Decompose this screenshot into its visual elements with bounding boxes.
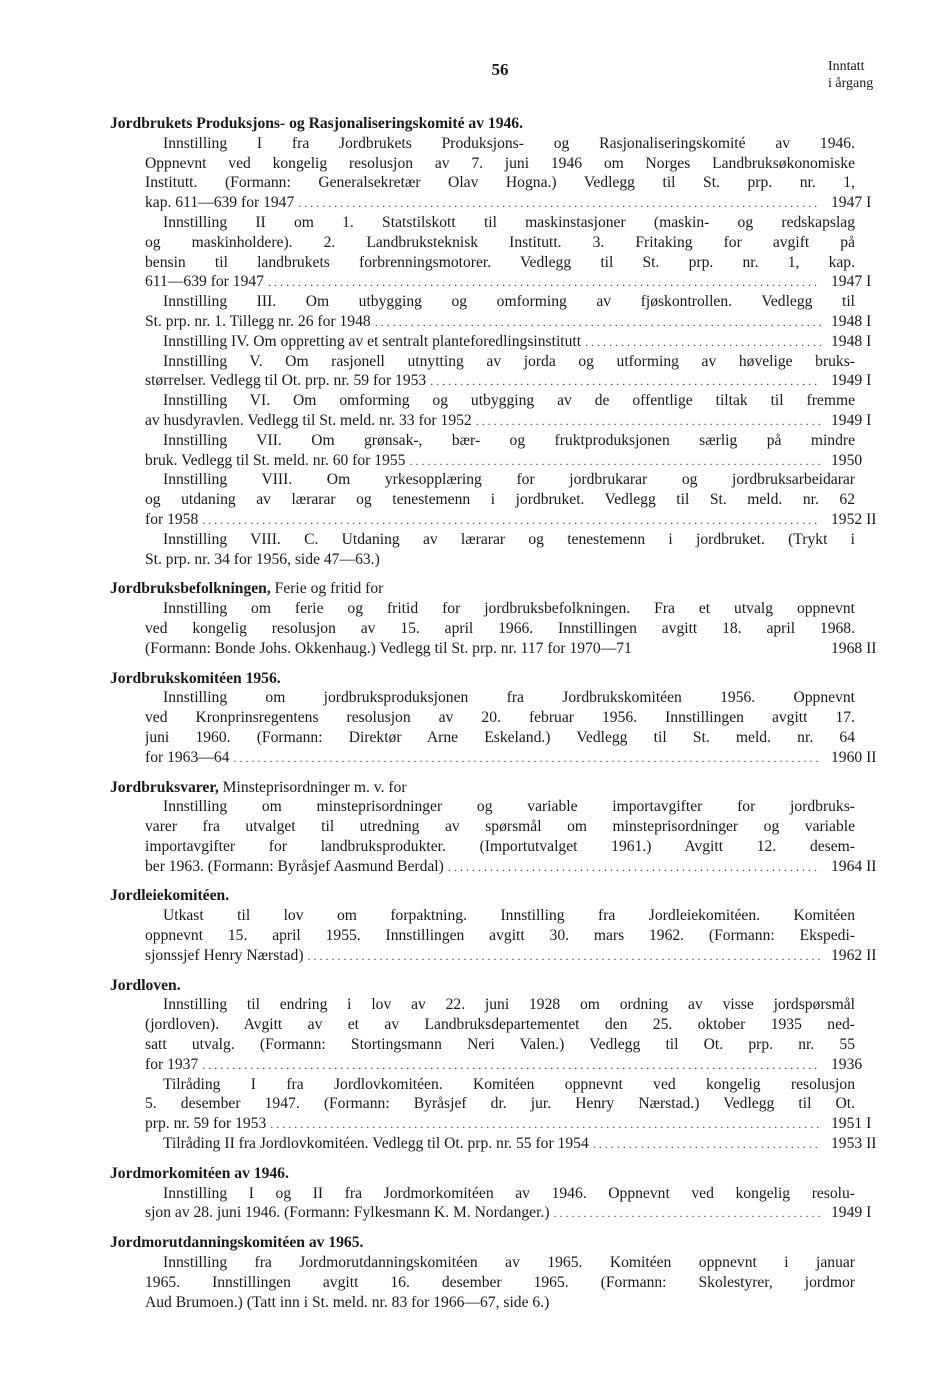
index-entry <box>110 1233 893 1312</box>
entry-body <box>110 599 855 639</box>
entry-line: Innstilling VIII. Om yrkesopplæring for jordbrukarar og jordbruksarbeidarar <box>163 471 855 489</box>
entry-line: og utdaning av lærarar og tenestemenn i jordbruket. Vedlegg til St. meld. nr. 62 <box>145 491 855 509</box>
entry-line: Institutt. (Formann: Generalsekretær Olav Hogna.) Vedlegg til St. prp. nr. 1, <box>145 174 855 192</box>
entry-lead-line <box>110 272 893 292</box>
entry-body <box>110 213 855 272</box>
entry-line: importavgifter for landbruksprodukter. (Importutvalget 1961.) Avgitt 12. desem- <box>145 837 855 855</box>
entry-line: Tilråding I fra Jordlovkomitéen. Komitéen oppnevnt ved kongelig resolusjon <box>163 1075 855 1093</box>
entry-lead-text: (Formann: Bonde Johs. Okkenhaug.) Vedlegg til St. prp. nr. 117 for 1970—71 <box>145 639 632 657</box>
dot-leader <box>298 194 821 214</box>
entry-year: 1951 I <box>831 1115 872 1133</box>
entry-lead-text: St. prp. nr. 1. Tillegg nr. 26 for 1948 <box>145 312 371 330</box>
entry-lead-line <box>110 1055 893 1075</box>
entry-lead-text: 611—639 for 1947 <box>145 273 264 291</box>
entry-heading <box>110 976 893 996</box>
entry-heading-text: Jordbruksvarer, <box>110 778 219 796</box>
entry-line: Innstilling I og II fra Jordmorkomitéen av 1946. Oppnevnt ved kongelig resolu- <box>163 1184 855 1202</box>
entry-body <box>110 1075 855 1115</box>
entry-line: Innstilling VII. Om grønsak-, bær- og fruktproduksjonen særlig på mindre <box>163 431 855 449</box>
index-entry <box>110 332 893 352</box>
dot-leader <box>430 372 821 392</box>
index-entry <box>110 1075 893 1134</box>
entry-body <box>110 995 855 1054</box>
entry-lead-line <box>110 1203 893 1223</box>
entry-lead-text: for 1958 <box>145 510 199 528</box>
entry-year: 1949 I <box>831 372 872 390</box>
entry-heading-text: Jordbrukets Produksjons- og Rasjonaliseringskomité av 1946. <box>110 115 523 132</box>
entry-year: 1960 II <box>831 748 877 766</box>
entry-lead-text: av husdyravlen. Vedlegg til St. meld. nr. 33 for 1952 <box>145 411 472 429</box>
index-entry <box>110 669 893 768</box>
entry-line: Innstilling VIII. C. Utdaning av lærarar og tenestemenn i jordbruket. (Trykt i <box>163 530 855 548</box>
index-entry <box>110 976 893 1075</box>
entry-heading-text: Jordmorkomitéen av 1946. <box>110 1164 289 1182</box>
column-heading-line-1: Inntatt <box>828 59 865 74</box>
entry-year: 1949 I <box>831 1204 872 1222</box>
entry-year: 1948 I <box>831 332 872 350</box>
index-entry <box>110 391 893 431</box>
index-entry <box>110 1164 893 1223</box>
dot-leader <box>409 452 821 472</box>
page-number: 56 <box>491 60 509 79</box>
entry-year: 1968 II <box>831 639 877 657</box>
column-heading <box>828 58 873 92</box>
index-entry <box>110 114 893 213</box>
entry-lead-text: sjonssjef Henry Nærstad) <box>145 946 304 964</box>
index-entry <box>110 1134 893 1154</box>
entry-lead-line <box>110 748 893 768</box>
entry-lead-line <box>110 332 893 352</box>
dot-leader <box>476 412 821 432</box>
entry-lead-text: ber 1963. (Formann: Byråsjef Aasmund Berdal) <box>145 857 444 875</box>
entry-year: 1964 II <box>831 857 877 875</box>
entry-lead-line <box>110 451 893 471</box>
entry-line: ved kongelig resolusjon av 15. april 1966. Innstillingen avgitt 18. april 1968. <box>145 619 855 637</box>
entry-line: Innstilling om minsteprisordninger og variable importavgifter for jordbruks- <box>163 798 855 816</box>
dot-leader <box>448 858 821 878</box>
entry-lead-text: bruk. Vedlegg til St. meld. nr. 60 for 1955 <box>145 451 406 469</box>
entry-line: ved Kronprinsregentens resolusjon av 20. februar 1956. Innstillingen avgitt 17. <box>145 709 855 727</box>
entry-year: 1948 I <box>831 312 872 330</box>
dot-leader <box>554 1204 821 1224</box>
entry-line: Innstilling til endring i lov av 22. juni 1928 om ordning av visse jordspørsmål <box>163 996 855 1014</box>
entry-lead-line <box>110 1134 893 1154</box>
entry-body <box>110 431 855 451</box>
entry-line: Innstilling III. Om utbygging og omforming av fjøskontrollen. Vedlegg til <box>163 293 855 311</box>
entry-lead-text: for 1937 <box>145 1055 199 1073</box>
entry-lead-line <box>110 312 893 332</box>
entry-line: Utkast til lov om forpaktning. Innstilling fra Jordleiekomitéen. Komitéen <box>163 907 855 925</box>
entry-lead-text: prp. nr. 59 for 1953 <box>145 1115 267 1133</box>
entry-year: 1936 <box>831 1055 863 1073</box>
entry-heading-text: Jordloven. <box>110 976 181 994</box>
dot-leader <box>270 1115 821 1135</box>
entry-line: oppnevnt 15. april 1955. Innstillingen avgitt 30. mars 1962. (Formann: Ekspedi- <box>145 927 855 945</box>
index-entry <box>110 470 893 529</box>
index-entry <box>110 213 893 292</box>
entry-year: 1962 II <box>831 946 877 964</box>
index-entry <box>110 292 893 332</box>
index-entries <box>110 104 893 1312</box>
entry-year: 1949 I <box>831 411 872 429</box>
entry-heading-text: Jordbrukskomitéen 1956. <box>110 669 281 687</box>
dot-leader <box>202 1056 821 1076</box>
entry-heading <box>110 579 893 599</box>
entry-body <box>110 530 855 570</box>
entry-lead-line <box>110 639 893 659</box>
entry-year: 1953 II <box>831 1135 877 1153</box>
entry-lead-line <box>110 510 893 530</box>
entry-year: 1952 II <box>831 510 877 528</box>
entry-year: 1947 I <box>831 194 872 212</box>
dot-leader <box>233 749 821 769</box>
entry-line: og maskinholdere). 2. Landbruksteknisk Institutt. 3. Fritaking for avgift på <box>145 233 855 251</box>
entry-body <box>110 391 855 411</box>
entry-heading <box>110 669 893 689</box>
entry-line: Innstilling fra Jordmorutdanningskomitéen av 1965. Komitéen oppnevnt i januar <box>163 1254 855 1272</box>
entry-line: Aud Brumoen.) (Tatt inn i St. meld. nr. 83 for 1966—67, side 6.) <box>145 1293 550 1311</box>
entry-heading-text: Jordmorutdanningskomitéen av 1965. <box>110 1234 364 1252</box>
entry-lead-text: størrelser. Vedlegg til Ot. prp. nr. 59 for 1953 <box>145 372 427 390</box>
entry-body <box>110 292 855 312</box>
index-entry <box>110 886 893 965</box>
dot-leader <box>375 313 821 333</box>
entry-line: juni 1960. (Formann: Direktør Arne Eskeland.) Vedlegg til St. meld. nr. 64 <box>145 728 855 746</box>
entry-heading-text: Jordbruksbefolkningen, <box>110 580 271 598</box>
entry-line: 5. desember 1947. (Formann: Byråsjef dr. jur. Henry Nærstad.) Vedlegg til Ot. <box>145 1095 855 1113</box>
entry-lead-text: sjon av 28. juni 1946. (Formann: Fylkesmann K. M. Nordanger.) <box>145 1204 550 1222</box>
entry-lead-text: Innstilling IV. Om oppretting av et sentralt planteforedlingsinstitutt <box>163 332 582 350</box>
entry-lead-text: for 1963—64 <box>145 748 230 766</box>
entry-heading <box>110 778 893 798</box>
entry-body <box>110 688 855 747</box>
entry-lead-line <box>110 193 893 213</box>
entry-body <box>110 470 855 510</box>
entry-heading <box>110 114 893 134</box>
entry-lead-text: kap. 611—639 for 1947 <box>145 194 295 212</box>
entry-line: Innstilling II om 1. Statstilskott til maskinstasjoner (maskin- og redskapslag <box>163 213 855 231</box>
entry-line: Innstilling I fra Jordbrukets Produksjons- og Rasjonaliseringskomité av 1946. <box>163 134 855 152</box>
entry-line: Innstilling V. Om rasjonell utnytting av jorda og utforming av høvelige bruks- <box>163 352 855 370</box>
entry-heading-tail: Minsteprisordninger m. v. for <box>218 778 407 796</box>
entry-line: (jordloven). Avgitt av et av Landbruksdepartementet den 25. oktober 1935 ned- <box>145 1016 855 1034</box>
dot-leader <box>308 947 821 967</box>
entry-body <box>110 906 855 946</box>
entry-year: 1947 I <box>831 273 872 291</box>
dot-leader <box>585 333 821 353</box>
entry-heading <box>110 1164 893 1184</box>
entry-line: Innstilling VI. Om omforming og utbygging av de offentlige tiltak til fremme <box>163 392 855 410</box>
index-entry <box>110 431 893 471</box>
entry-heading-tail: Ferie og fritid for <box>270 580 384 598</box>
entry-body <box>110 134 855 193</box>
dot-leader <box>593 1135 821 1155</box>
index-entry <box>110 778 893 877</box>
entry-line: varer fra utvalget til utredning av spørsmål om minsteprisordninger og variable <box>145 818 855 836</box>
entry-lead-line <box>110 1114 893 1134</box>
entry-line: Innstilling om ferie og fritid for jordbruksbefolkningen. Fra et utvalg oppnevnt <box>163 600 855 618</box>
entry-heading-text: Jordleiekomitéen. <box>110 887 230 905</box>
entry-year: 1950 <box>831 451 863 469</box>
index-entry <box>110 530 893 570</box>
column-heading-line-2: i årgang <box>828 76 874 91</box>
entry-line: bensin til landbrukets forbrenningsmotorer. Vedlegg til St. prp. nr. 1, kap. <box>145 253 855 271</box>
entry-line: Innstilling om jordbruksproduksjonen fra Jordbrukskomitéen 1956. Oppnevnt <box>163 689 855 707</box>
entry-lead-text: Tilråding II fra Jordlovkomitéen. Vedlegg til Ot. prp. nr. 55 for 1954 <box>163 1135 589 1153</box>
entry-line: St. prp. nr. 34 for 1956, side 47—63.) <box>145 550 380 568</box>
dot-leader <box>268 273 821 293</box>
entry-lead-line <box>110 371 893 391</box>
entry-line: Oppnevnt ved kongelig resolusjon av 7. juni 1946 om Norges Landbruksøkonomiske <box>145 154 855 172</box>
entry-lead-line <box>110 946 893 966</box>
entry-heading <box>110 886 893 906</box>
entry-body <box>110 1184 855 1204</box>
entry-line: satt utvalg. (Formann: Stortingsmann Neri Valen.) Vedlegg til Ot. prp. nr. 55 <box>145 1036 855 1054</box>
entry-lead-line <box>110 411 893 431</box>
entry-line: 1965. Innstillingen avgitt 16. desember 1965. (Formann: Skolestyrer, jordmor <box>145 1273 855 1291</box>
entry-body <box>110 797 855 856</box>
index-entry <box>110 352 893 392</box>
entry-body <box>110 352 855 372</box>
entry-body <box>110 1253 855 1312</box>
entry-lead-line <box>110 857 893 877</box>
dot-leader <box>202 511 821 531</box>
entry-heading <box>110 1233 893 1253</box>
index-entry <box>110 579 893 658</box>
